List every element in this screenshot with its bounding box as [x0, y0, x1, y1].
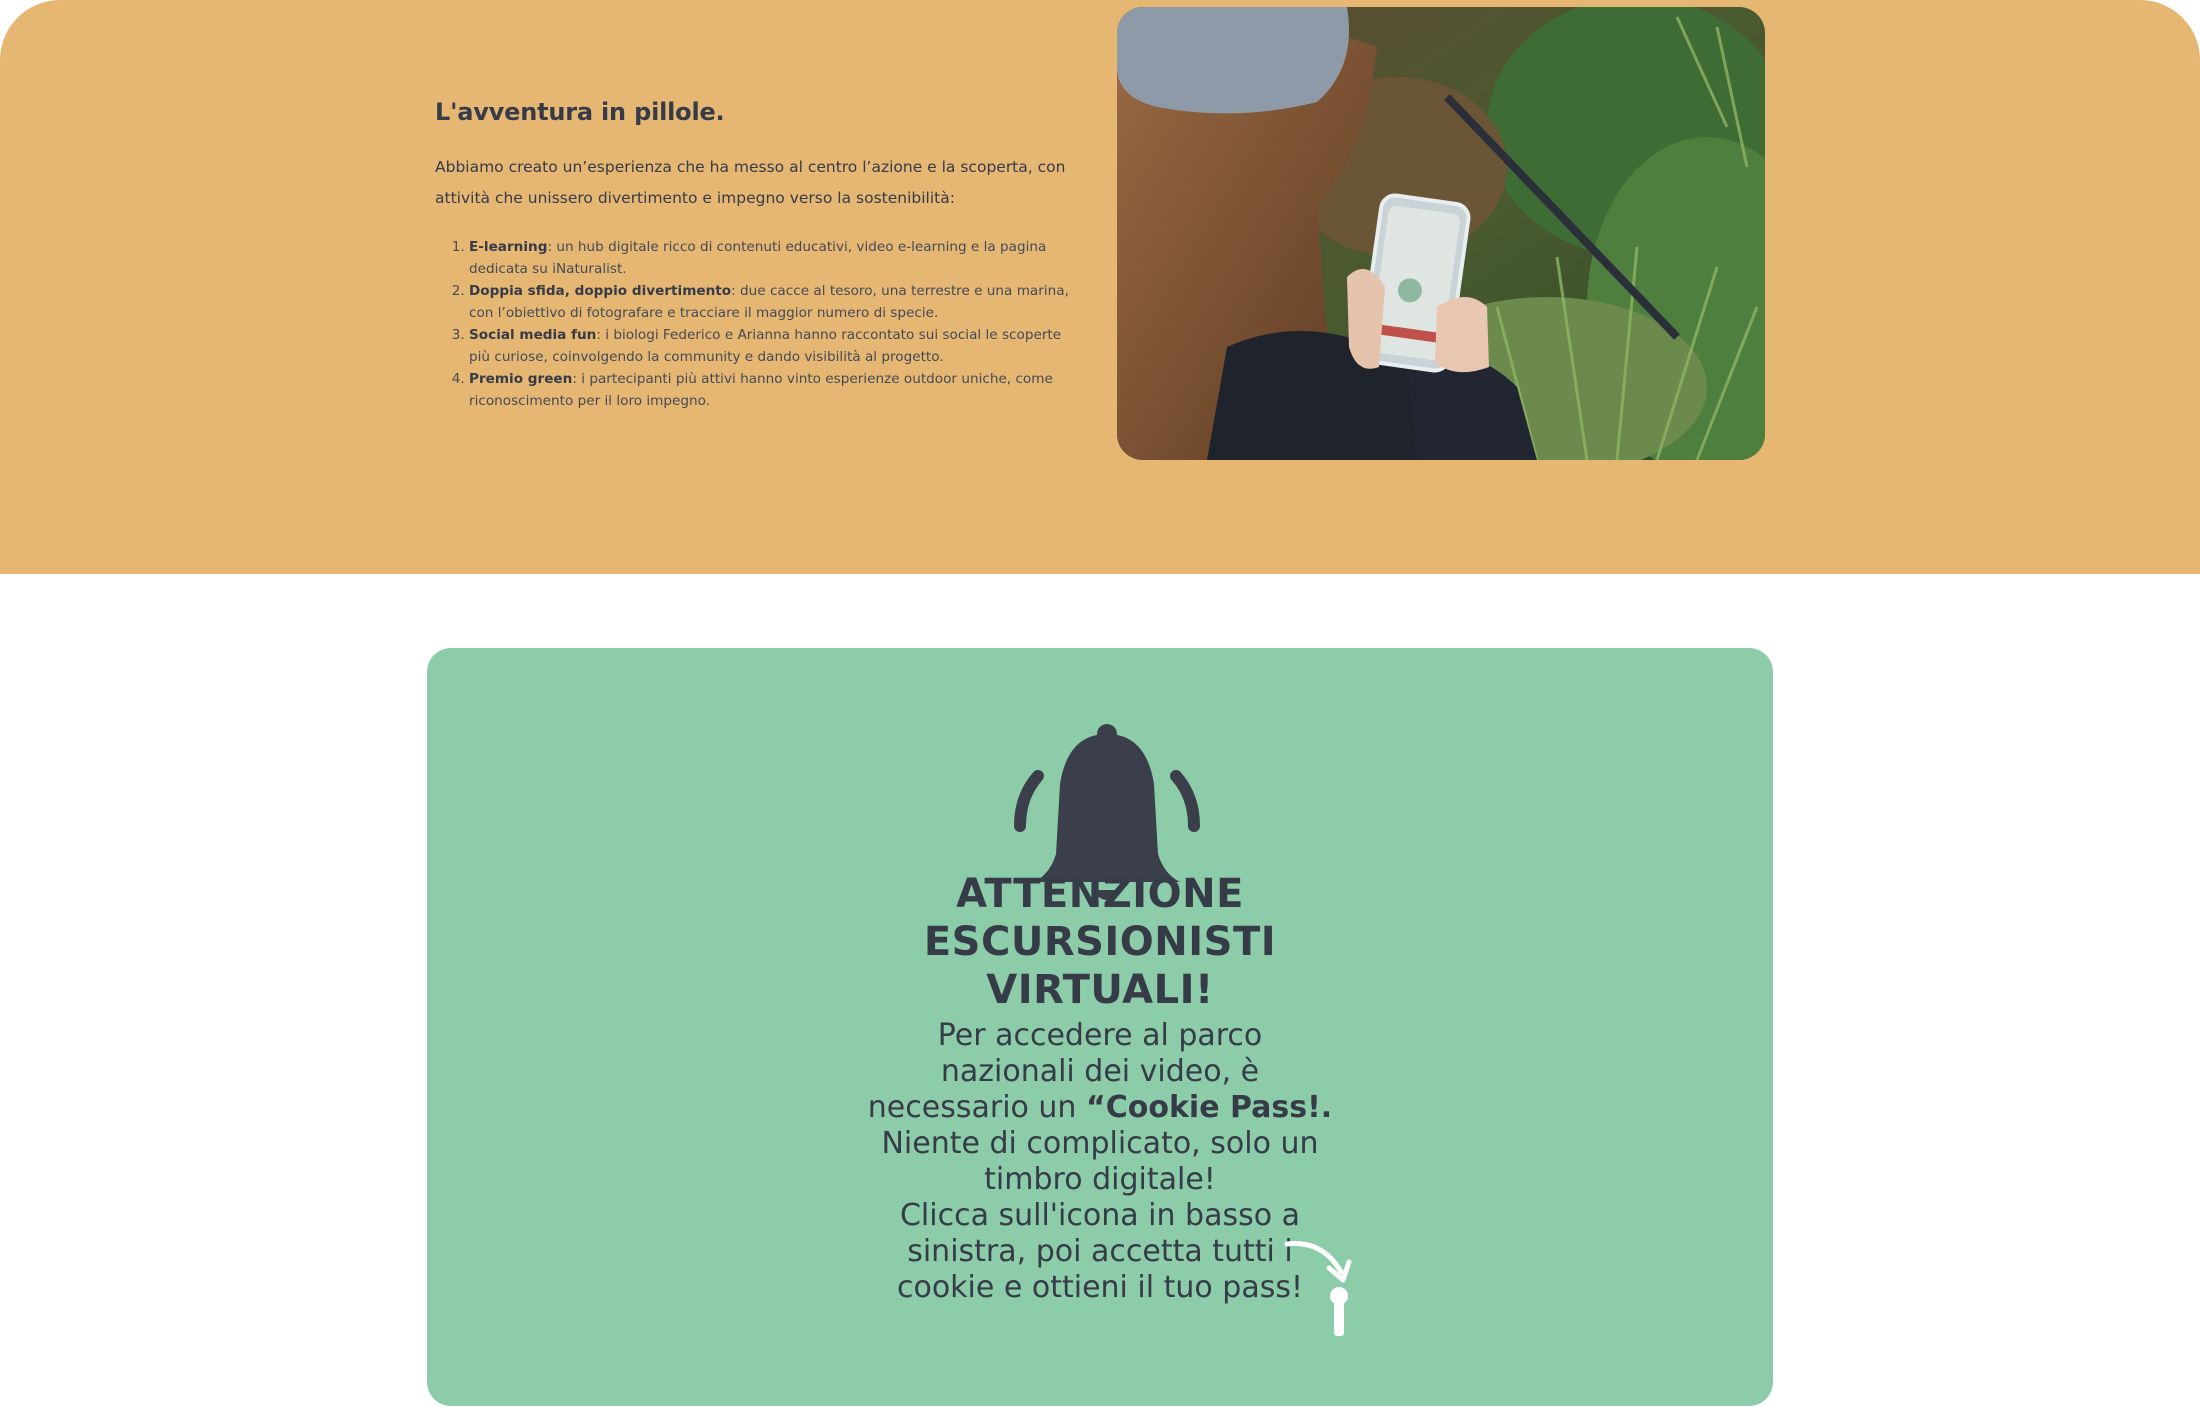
list-item-title: E-learning: [469, 239, 548, 255]
list-item-text: : un hub digitale ricco di contenuti educativi, video e-learning e la pagina dedicata su iNaturalist.: [469, 239, 1047, 277]
section-intro: Abbiamo creato un’esperienza che ha messo al centro l’azione e la scoperta, con attività che unissero divertimento e impegno verso la sostenibilità:: [435, 158, 1066, 207]
notice-body-line: [427, 1090, 1773, 1126]
cookie-pass-highlight: “Cookie Pass!.: [1086, 1090, 1333, 1125]
notice-body-line: timbro digitale!: [984, 1162, 1216, 1197]
list-item-title: Social media fun: [469, 327, 597, 343]
list-item-text: : i partecipanti più attivi hanno vinto esperienze outdoor uniche, come riconoscimento per il loro impegno.: [469, 371, 1053, 409]
list-item: [469, 280, 1075, 324]
list-item: [469, 236, 1075, 280]
adventure-section: [0, 0, 2200, 574]
list-item-text: : i biologi Federico e Arianna hanno raccontato sui social le scoperte più curiose, coinvolgendo la community e dando visibilità al progetto.: [469, 327, 1062, 365]
notice-body-line: nazionali dei video, è: [940, 1054, 1260, 1089]
section-heading: L'avventura in pillole.: [435, 98, 725, 126]
notice-title-line: VIRTUALI!: [986, 967, 1214, 1013]
virtual-hikers-notice: [427, 648, 1773, 1406]
list-item-title: Doppia sfida, doppio divertimento: [469, 283, 732, 299]
notice-title-line: ESCURSIONISTI: [923, 919, 1277, 965]
notice-body-line: cookie e ottieni il tuo pass!: [896, 1270, 1304, 1305]
curved-arrow-keyhole-icon: [1283, 1236, 1361, 1340]
list-item: [469, 368, 1075, 412]
notice-title-line: ATTENZIONE: [956, 871, 1244, 917]
notice-body: [427, 1018, 1773, 1306]
notice-body-line: sinistra, poi accetta tutti i: [907, 1234, 1293, 1269]
adventure-text-column: [435, 98, 1075, 412]
list-item-title: Premio green: [469, 371, 573, 387]
notice-body-text: necessario un: [867, 1090, 1086, 1125]
notice-body-line: Clicca sull'icona in basso a: [899, 1198, 1301, 1233]
hiker-phone-photo: [1117, 7, 1765, 460]
list-item-text: : due cacce al tesoro, una terrestre e una marina, con l’obiettivo di fotografare e tracciare il maggior numero di specie.: [469, 283, 1069, 321]
notice-title: [427, 870, 1773, 1014]
list-item: [469, 324, 1075, 368]
activity-list: [435, 236, 1075, 412]
notice-body-line: Per accedere al parco: [937, 1018, 1263, 1053]
notice-body-line: Niente di complicato, solo un: [881, 1126, 1319, 1161]
